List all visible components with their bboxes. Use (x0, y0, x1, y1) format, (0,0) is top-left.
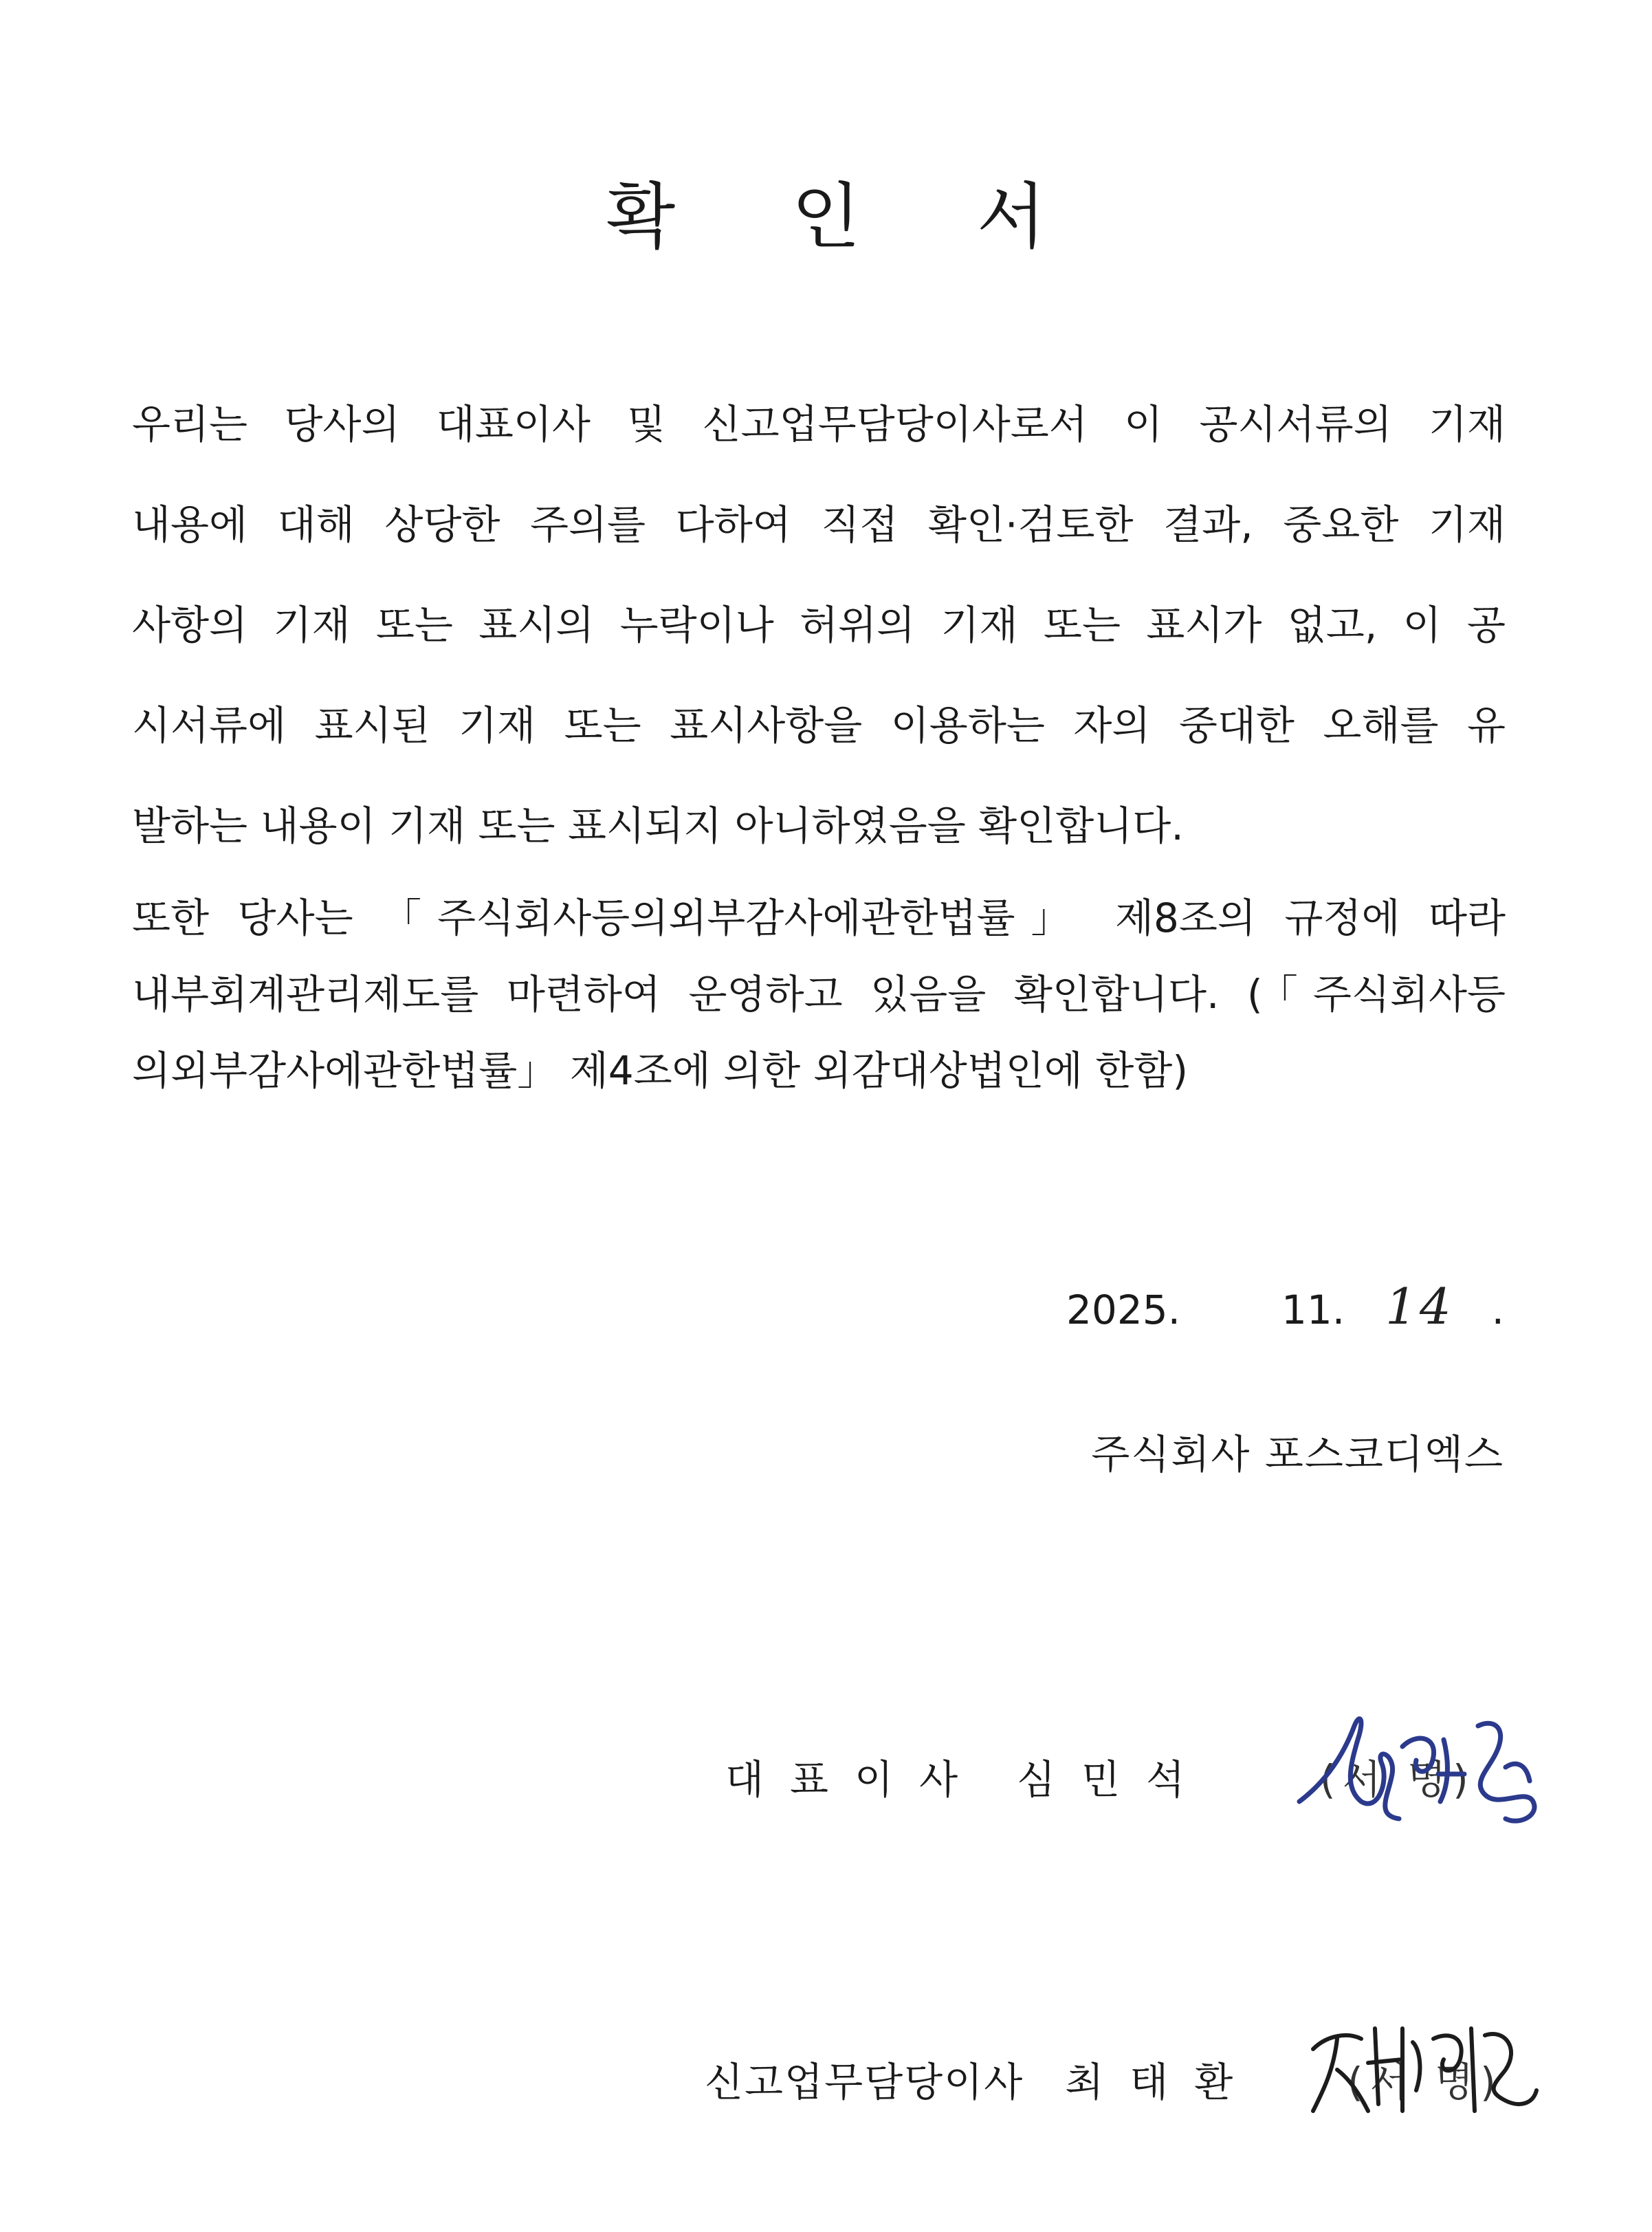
director-handwritten-signature (1299, 2008, 1547, 2125)
signer-ceo (725, 1752, 1211, 1807)
date-month: 11. (1281, 1287, 1345, 1333)
paragraph-line: 시서류에 표시된 기재 또는 표시사항을 이용하는 자의 중대한 오해를 유 (132, 702, 1506, 749)
signature-label: (서 명) (1347, 2059, 1503, 2105)
signer-name: 최태환 (1065, 2059, 1259, 2105)
signer-name: 심민석 (1017, 1756, 1211, 1803)
date-day-handwritten: 14 (1385, 1278, 1454, 1335)
paragraph-line: 발하는 내용이 기재 또는 표시되지 아니하였음을 확인합니다. (132, 802, 1184, 849)
internal-control-paragraph (132, 887, 1506, 1116)
signer-disclosure-director (705, 2055, 1259, 2110)
ceo-handwritten-signature (1279, 1698, 1567, 1836)
date-year: 2025. (1066, 1287, 1181, 1333)
date-end: . (1491, 1287, 1504, 1333)
paragraph-line: 내부회계관리제도를 마련하여 운영하고 있음을 확인합니다. (「주식회사등 (132, 971, 1506, 1018)
company-name: 주식회사 포스코디엑스 (1091, 1431, 1504, 1478)
paragraph-line: 내용에 대해 상당한 주의를 다하여 직접 확인·검토한 결과, 중요한 기재 (132, 501, 1506, 548)
paragraph-line: 또한 당사는 「주식회사등의외부감사에관한법률」 제8조의 규정에 따라 (132, 895, 1506, 941)
document-title: 확 인 서 (606, 175, 1093, 259)
paragraph-line: 사항의 기재 또는 표시의 누락이나 허위의 기재 또는 표시가 없고, 이 공 (132, 602, 1506, 648)
document-date (1066, 1279, 1504, 1337)
signature-label: (서 명) (1320, 1756, 1475, 1803)
confirmation-paragraph (132, 393, 1506, 895)
paragraph-line: 우리는 당사의 대표이사 및 신고업무담당이사로서 이 공시서류의 기재 (132, 401, 1506, 448)
paragraph-line: 의외부감사에관한법률」 제4조에 의한 외감대상법인에 한함) (132, 1047, 1188, 1094)
signer-role: 대표이사 (725, 1756, 984, 1803)
signer-role: 신고업무담당이사 (705, 2059, 1024, 2105)
